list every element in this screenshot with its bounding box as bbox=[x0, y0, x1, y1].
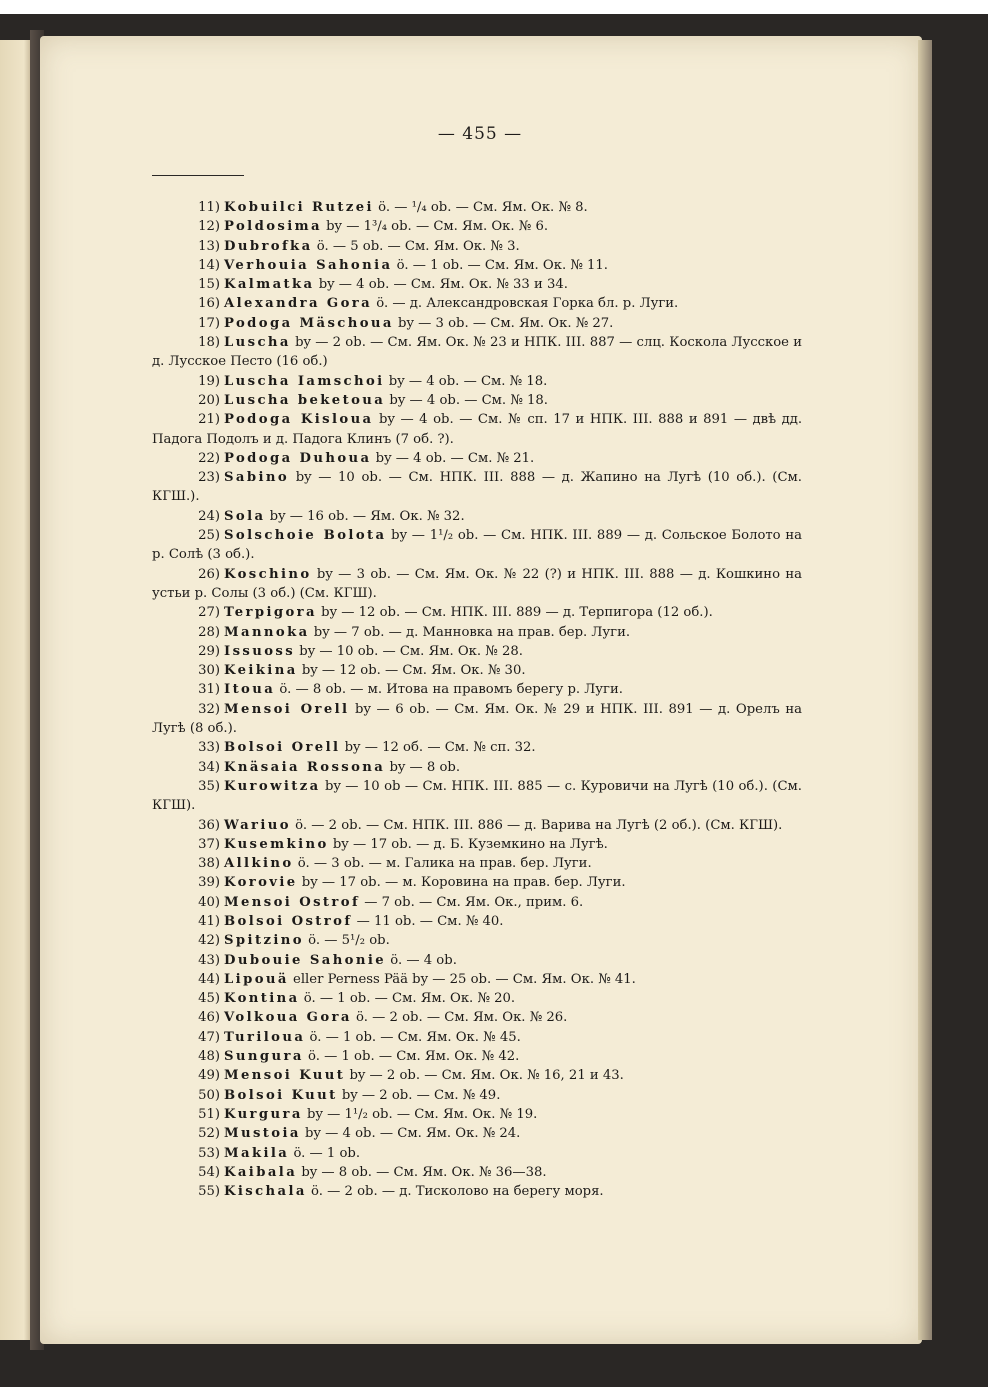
entry-place-name: Podoga Mäschoua bbox=[224, 315, 394, 331]
list-item bbox=[152, 816, 802, 835]
entry-place-name: Mensoi Orell bbox=[224, 701, 350, 717]
entry-description: ö. — 4 ob. bbox=[386, 952, 457, 968]
entry-description: by — 17 ob. — д. Б. Куземкино на Лугѣ. bbox=[328, 836, 608, 852]
entry-number: 53) bbox=[198, 1145, 220, 1161]
left-page-edge bbox=[0, 40, 34, 1340]
entry-number: 32) bbox=[198, 701, 220, 717]
entry-number: 41) bbox=[198, 913, 220, 929]
entry-number: 54) bbox=[198, 1164, 220, 1180]
entry-description: ö. — 1 ob. bbox=[289, 1145, 361, 1161]
entry-place-name: Verhouia Sahonia bbox=[224, 257, 393, 273]
list-item bbox=[152, 1124, 802, 1143]
entry-place-name: Alexandra Gora bbox=[224, 296, 373, 312]
entry-description: ö. — 8 ob. — м. Итова на правомъ берегу р. Луги. bbox=[275, 682, 623, 698]
entry-place-name: Volkoua Gora bbox=[224, 1010, 352, 1026]
entry-place-name: Lipouä bbox=[224, 971, 289, 987]
entry-place-name: Makila bbox=[224, 1145, 290, 1161]
entry-description: by — 10 ob. — См. Ям. Ок. № 28. bbox=[295, 643, 523, 659]
list-item bbox=[152, 1105, 802, 1124]
list-item bbox=[152, 333, 802, 372]
entry-number: 35) bbox=[198, 778, 220, 794]
entry-number: 40) bbox=[198, 894, 220, 910]
list-item bbox=[152, 893, 802, 912]
list-item bbox=[152, 256, 802, 275]
entry-description: by — 12 ob. — См. Ям. Ок. № 30. bbox=[297, 663, 526, 679]
list-item bbox=[152, 700, 802, 739]
entry-place-name: Luscha Iamschoi bbox=[224, 373, 385, 389]
list-item bbox=[152, 970, 802, 989]
entry-description: by — 16 ob. — Ям. Ок. № 32. bbox=[265, 508, 465, 524]
list-item bbox=[152, 1028, 802, 1047]
entry-place-name: Solschoie Bolota bbox=[224, 528, 387, 544]
entry-number: 37) bbox=[198, 836, 220, 852]
entry-place-name: Mensoi Kuut bbox=[224, 1068, 346, 1084]
entry-description: by — 4 ob. — См. Ям. Ок. № 33 и 34. bbox=[314, 277, 568, 293]
entry-number: 34) bbox=[198, 759, 220, 775]
entry-place-name: Bolsoi Kuut bbox=[224, 1087, 338, 1103]
entry-description: ö. — 1 ob. — См. Ям. Ок. № 20. bbox=[299, 991, 516, 1007]
entry-description: by — 10 ob. — См. НПК. III. 888 — д. Жапино на Лугѣ (10 об.). (См. КГШ.). bbox=[152, 470, 802, 505]
entry-number: 38) bbox=[198, 856, 220, 872]
entry-number: 46) bbox=[198, 1010, 220, 1026]
entry-description: by — 4 ob. — См. № 18. bbox=[384, 373, 548, 389]
entry-description: eller Perness Pää by — 25 ob. — См. Ям. Ок. № 41. bbox=[288, 971, 636, 987]
entry-number: 31) bbox=[198, 682, 220, 698]
list-item bbox=[152, 217, 802, 236]
entry-place-name: Turiloua bbox=[224, 1029, 306, 1045]
entry-place-name: Luscha beketoua bbox=[224, 392, 386, 408]
entry-place-name: Korovie bbox=[224, 875, 298, 891]
list-item bbox=[152, 526, 802, 565]
entry-number: 13) bbox=[198, 238, 220, 254]
entry-description: by — 4 ob. — См. № 21. bbox=[371, 450, 535, 466]
entry-place-name: Sabino bbox=[224, 470, 290, 486]
list-item bbox=[152, 1163, 802, 1182]
entry-place-name: Luscha bbox=[224, 335, 291, 351]
entry-place-name: Kischala bbox=[224, 1184, 307, 1200]
entry-number: 12) bbox=[198, 219, 220, 235]
entry-description: — 11 ob. — См. № 40. bbox=[352, 913, 504, 929]
entry-place-name: Podoga Kisloua bbox=[224, 412, 374, 428]
list-item bbox=[152, 835, 802, 854]
entry-description: by — 8 ob. — См. Ям. Ок. № 36—38. bbox=[297, 1164, 547, 1180]
list-item bbox=[152, 1086, 802, 1105]
entry-place-name: Kontina bbox=[224, 991, 300, 1007]
entry-number: 49) bbox=[198, 1068, 220, 1084]
entry-description: by — 2 ob. — См. № 49. bbox=[337, 1087, 501, 1103]
entry-place-name: Dubouie Sahonie bbox=[224, 952, 387, 968]
entry-description: ö. — 5 ob. — См. Ям. Ок. № 3. bbox=[312, 238, 520, 254]
list-item bbox=[152, 391, 802, 410]
entry-list bbox=[152, 198, 802, 1201]
entry-number: 44) bbox=[198, 971, 220, 987]
entry-place-name: Spitzino bbox=[224, 933, 304, 949]
entry-description: by — 17 ob. — м. Коровина на прав. бер. Луги. bbox=[297, 875, 626, 891]
entry-place-name: Allkino bbox=[224, 856, 294, 872]
entry-description: ö. — д. Александровская Горка бл. р. Луги. bbox=[372, 296, 679, 312]
entry-number: 11) bbox=[198, 200, 220, 215]
list-item bbox=[152, 314, 802, 333]
entry-number: 15) bbox=[198, 277, 220, 293]
entry-number: 52) bbox=[198, 1126, 220, 1142]
entry-number: 18) bbox=[198, 335, 220, 351]
entry-number: 29) bbox=[198, 643, 220, 659]
entry-place-name: Sola bbox=[224, 508, 266, 524]
entry-number: 39) bbox=[198, 875, 220, 891]
page-stack-edge bbox=[918, 40, 932, 1340]
entry-number: 22) bbox=[198, 450, 220, 466]
entry-place-name: Kurgura bbox=[224, 1106, 303, 1122]
list-item bbox=[152, 1066, 802, 1085]
entry-number: 16) bbox=[198, 296, 220, 312]
list-item bbox=[152, 661, 802, 680]
entry-number: 27) bbox=[198, 605, 220, 621]
entry-number: 42) bbox=[198, 933, 220, 949]
list-item bbox=[152, 449, 802, 468]
entry-place-name: Kaibala bbox=[224, 1164, 298, 1180]
entry-place-name: Kalmatka bbox=[224, 277, 315, 293]
entry-number: 43) bbox=[198, 952, 220, 968]
entry-description: ö. — ¹/₄ ob. — См. Ям. Ок. № 8. bbox=[373, 200, 588, 215]
entry-place-name: Poldosima bbox=[224, 219, 322, 235]
entry-description: by — 6 ob. — См. Ям. Ок. № 29 и НПК. III. 891 — д. Орелъ на Лугѣ (8 об.). bbox=[152, 701, 802, 737]
entry-place-name: Bolsoi Ostrof bbox=[224, 913, 353, 929]
entry-number: 50) bbox=[198, 1087, 220, 1103]
entry-number: 36) bbox=[198, 817, 220, 833]
entry-number: 20) bbox=[198, 392, 220, 408]
entry-place-name: Wariuo bbox=[224, 817, 291, 833]
list-item bbox=[152, 623, 802, 642]
entry-place-name: Sungura bbox=[224, 1049, 304, 1065]
entry-number: 55) bbox=[198, 1184, 220, 1200]
entry-place-name: Keikina bbox=[224, 663, 298, 679]
list-item bbox=[152, 1144, 802, 1163]
entry-place-name: Kurowitza bbox=[224, 778, 321, 794]
entry-description: ö. — 2 ob. — д. Тисколово на берегу моря. bbox=[306, 1184, 604, 1200]
entry-number: 45) bbox=[198, 991, 220, 1007]
entry-description: by — 4 ob. — См. Ям. Ок. № 24. bbox=[300, 1126, 521, 1142]
entry-description: ö. — 1 ob. — См. Ям. Ок. № 45. bbox=[305, 1029, 521, 1045]
list-item bbox=[152, 1008, 802, 1027]
entry-description: ö. — 3 ob. — м. Галика на прав. бер. Луги. bbox=[293, 856, 592, 872]
list-item bbox=[152, 237, 802, 256]
list-item bbox=[152, 642, 802, 661]
list-item bbox=[152, 738, 802, 757]
entry-place-name: Mannoka bbox=[224, 624, 310, 640]
entry-number: 30) bbox=[198, 663, 220, 679]
list-item bbox=[152, 951, 802, 970]
list-item bbox=[152, 854, 802, 873]
list-item bbox=[152, 989, 802, 1008]
entry-description: ö. — 2 ob. — См. Ям. Ок. № 26. bbox=[351, 1010, 568, 1026]
entry-description: by — 1³/₄ ob. — См. Ям. Ок. № 6. bbox=[321, 219, 549, 235]
entry-number: 19) bbox=[198, 373, 220, 389]
entry-place-name: Mustoia bbox=[224, 1126, 301, 1142]
list-item bbox=[152, 294, 802, 313]
entry-place-name: Mensoi Ostrof bbox=[224, 894, 361, 910]
list-item bbox=[152, 680, 802, 699]
entry-description: by — 1¹/₂ ob. — См. Ям. Ок. № 19. bbox=[302, 1106, 538, 1122]
list-item bbox=[152, 912, 802, 931]
list-item bbox=[152, 603, 802, 622]
entry-place-name: Dubrofka bbox=[224, 238, 313, 254]
list-item bbox=[152, 468, 802, 507]
entry-place-name: Koschino bbox=[224, 566, 312, 582]
entry-number: 51) bbox=[198, 1106, 220, 1122]
entry-place-name: Kusemkino bbox=[224, 836, 329, 852]
entry-description: — 7 ob. — См. Ям. Ок., прим. 6. bbox=[360, 894, 584, 910]
entry-place-name: Itoua bbox=[224, 682, 276, 698]
entry-number: 33) bbox=[198, 740, 220, 756]
entry-description: by — 2 ob. — См. Ям. Ок. № 16, 21 и 43. bbox=[345, 1068, 624, 1084]
list-item bbox=[152, 507, 802, 526]
entry-place-name: Podoga Duhoua bbox=[224, 450, 372, 466]
entry-description: by — 8 ob. bbox=[385, 759, 461, 775]
entry-number: 48) bbox=[198, 1049, 220, 1065]
entry-number: 24) bbox=[198, 508, 220, 524]
list-item bbox=[152, 372, 802, 391]
list-item bbox=[152, 1047, 802, 1066]
entry-description: by — 2 ob. — См. Ям. Ок. № 23 и НПК. III. 887 — слц. Коскола Лусское и д. Лусское Песто (16 об.) bbox=[152, 335, 802, 370]
entry-number: 14) bbox=[198, 257, 220, 273]
entry-number: 21) bbox=[198, 412, 220, 428]
entry-description: by — 4 ob. — См. № сп. 17 и НПК. III. 888 и 891 — двѣ дд. Падога Подолъ и д. Падога Клинъ (7 об. ?). bbox=[152, 412, 803, 447]
list-item bbox=[152, 565, 802, 604]
entry-place-name: Knäsaia Rossona bbox=[224, 759, 386, 775]
section-rule bbox=[152, 175, 244, 176]
entry-number: 17) bbox=[198, 315, 220, 331]
entry-description: by — 12 об. — См. № сп. 32. bbox=[340, 740, 536, 756]
page-number: — 455 — bbox=[437, 124, 523, 144]
entry-description: by — 7 ob. — д. Манновка на прав. бер. Луги. bbox=[309, 624, 631, 640]
entry-description: by — 3 ob. — См. Ям. Ок. № 27. bbox=[393, 315, 614, 331]
list-item bbox=[152, 198, 802, 217]
entry-description: by — 10 ob — См. НПК. III. 885 — с. Куровичи на Лугѣ (10 об.). (См. КГШ). bbox=[152, 778, 802, 814]
entry-place-name: Bolsoi Orell bbox=[224, 740, 341, 756]
entry-number: 26) bbox=[198, 566, 220, 582]
list-item bbox=[152, 777, 802, 816]
list-item bbox=[152, 873, 802, 892]
entry-description: ö. — 5¹/₂ ob. bbox=[303, 933, 390, 949]
entry-place-name: Kobuilci Rutzei bbox=[224, 200, 374, 215]
entry-number: 47) bbox=[198, 1029, 220, 1045]
list-item bbox=[152, 758, 802, 777]
entry-description: ö. — 1 ob. — См. Ям. Ок. № 11. bbox=[392, 257, 608, 273]
entry-number: 25) bbox=[198, 528, 220, 544]
entry-description: ö. — 1 ob. — См. Ям. Ок. № 42. bbox=[303, 1049, 520, 1065]
entry-description: by — 3 ob. — См. Ям. Ок. № 22 (?) и НПК. III. 888 — д. Кошкино на устьи р. Солы (3 об.) (См. КГШ). bbox=[152, 566, 802, 601]
entry-description: by — 4 ob. — См. № 18. bbox=[385, 392, 548, 408]
entry-description: by — 12 ob. — См. НПК. III. 889 — д. Терпигора (12 об.). bbox=[316, 605, 713, 621]
entry-description: by — 1¹/₂ ob. — См. НПК. III. 889 — д. Сольское Болото на р. Солѣ (3 об.). bbox=[152, 528, 802, 563]
entry-place-name: Terpigora bbox=[224, 605, 317, 621]
list-item bbox=[152, 931, 802, 950]
entry-number: 28) bbox=[198, 624, 220, 640]
entry-description: ö. — 2 ob. — См. НПК. III. 886 — д. Варива на Лугѣ (2 об.). (См. КГШ). bbox=[290, 817, 783, 833]
entry-place-name: Issuoss bbox=[224, 643, 296, 659]
list-item bbox=[152, 410, 802, 449]
list-item bbox=[152, 275, 802, 294]
list-item bbox=[152, 1182, 802, 1201]
entry-number: 23) bbox=[198, 470, 220, 486]
